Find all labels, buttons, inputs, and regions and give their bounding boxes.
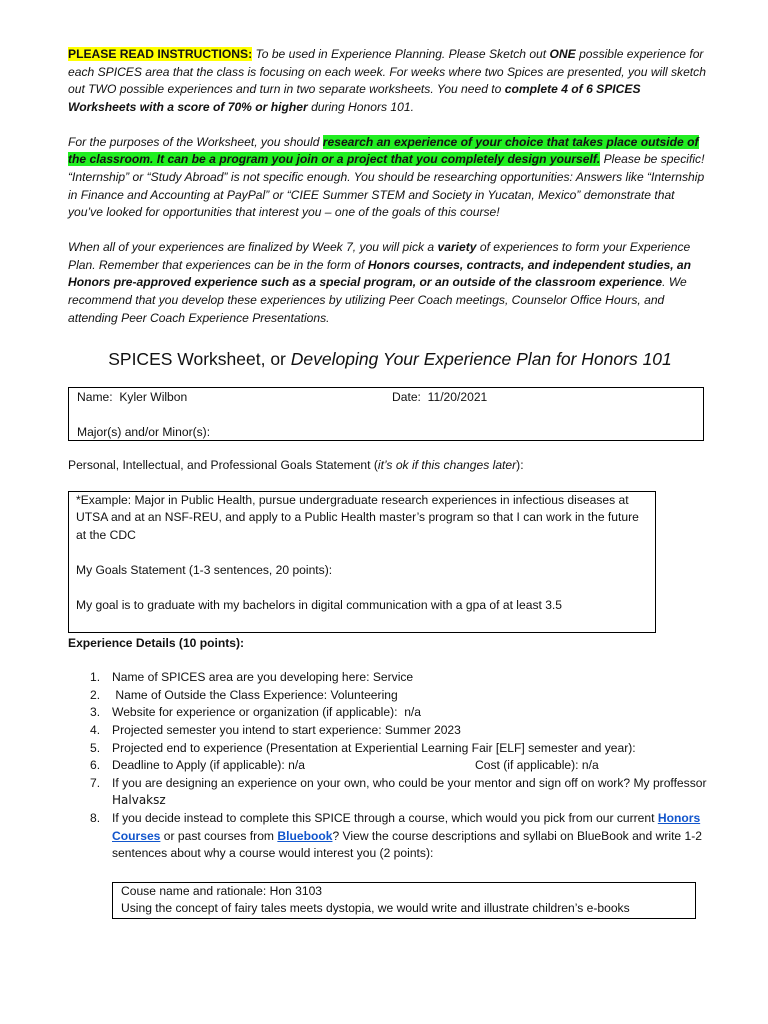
experience-heading: Experience Details (10 points):	[68, 635, 245, 650]
list-item: 2. Name of Outside the Class Experience: Volunteering	[90, 687, 398, 702]
name-label: Name:	[77, 390, 113, 405]
course-rationale: Using the concept of fairy tales meets dystopia, we would write and illustrate children’s e-books	[121, 901, 630, 916]
goals-heading: Personal, Intellectual, and Professional Goals Statement (it’s ok if this changes later):	[68, 458, 524, 473]
goals-statement: My goal is to graduate with my bachelors in digital communication with a gpa of at least 3.5	[76, 598, 563, 613]
highlighted-requirement: research an experience of your choice that takes place outside of the classroom. It can be a program you join or a project that you completely design yourself.	[68, 134, 699, 167]
course-name: Couse name and rationale: Hon 3103	[121, 883, 323, 898]
list-item: 8. If you decide instead to complete this SPICE through a course, which would you pick from our current Honors Courses or past courses from Bluebook? View the course descriptions and syllabi on BlueBook and write 1-2 sentences about why a course would interest you (2 points):	[90, 811, 702, 861]
goals-example: *Example: Major in Public Health, pursue undergraduate research experiences in infectious diseases at UTSA and at an NSF-REU, and apply to a Public Health master’s program so that I can work in the future at the CDC	[76, 492, 639, 542]
list-item: 6. Deadline to Apply (if applicable): n/a Cost (if applicable): n/a	[90, 757, 712, 775]
goals-statement-label: My Goals Statement (1-3 sentences, 20 points):	[76, 563, 333, 578]
major-label: Major(s) and/or Minor(s):	[77, 424, 211, 439]
instructions-paragraph-2: For the purposes of the Worksheet, you should research an experience of your choice that takes place outside of the classroom. It can be a program you join or a project that you completely design yourself. Please be specific! “Internship” or “Study Abroad” is not specific enough. You should be researching opportunities: Answers like “Internship in Finance and Accounting at PayPal” or “CIEE Summer STEM and Society in Yucatan, Mexico” demonstrate that you’ve looked for opportunities that interest you – one of the goals of this course!	[68, 134, 705, 220]
instructions-paragraph-3: When all of your experiences are finalized by Week 7, you will pick a variety of experiences to form your Experience Plan. Remember that experiences can be in the form of Honors courses, contracts, and independent studies, an Honors pre-approved experience such as a special program, or an outside of the classroom experience. We recommend that you develop these experiences by utilizing Peer Coach meetings, Counselor Office Hours, and attending Peer Coach Experience Presentations.	[68, 240, 692, 325]
honors-courses-link[interactable]: Honors Courses	[112, 811, 701, 843]
date-value: 11/20/2021	[427, 390, 488, 405]
date-field	[392, 389, 487, 407]
list-item: 1. Name of SPICES area are you developing here: Service	[90, 670, 414, 685]
experience-details-list	[90, 669, 712, 863]
name-row	[77, 389, 695, 407]
goals-box	[68, 491, 656, 633]
date-label: Date:	[392, 390, 421, 405]
instructions-label: PLEASE READ INSTRUCTIONS:	[68, 47, 253, 61]
list-item: 3. Website for experience or organization (if applicable): n/a	[90, 705, 422, 720]
instructions-paragraph-1: PLEASE READ INSTRUCTIONS: To be used in Experience Planning. Please Sketch out ONE possible experience for each SPICES area that the class is focusing on each week. For weeks where two Spices are presented, you will sketch out TWO possible experiences and turn in two separate worksheets. You need to complete 4 of 6 SPICES Worksheets with a score of 70% or higher during Honors 101.	[68, 47, 706, 114]
name-value: Kyler Wilbon	[119, 390, 188, 405]
list-item: 7. If you are designing an experience on your own, who could be your mentor and sign off on work? My proffessor Halvaksz	[90, 775, 707, 808]
page-title: SPICES Worksheet, or Developing Your Experience Plan for Honors 101	[108, 349, 672, 370]
list-item: 4. Projected semester you intend to start experience: Summer 2023	[90, 723, 461, 738]
list-item: 5. Projected end to experience (Presentation at Experiential Learning Fair [ELF] semester and year):	[90, 740, 636, 755]
mentor-answer: Halvaksz	[112, 793, 166, 808]
student-info-box	[68, 387, 704, 441]
bluebook-link[interactable]: Bluebook	[277, 828, 333, 843]
cost-field: Cost (if applicable): n/a	[475, 758, 599, 773]
course-rationale-box	[112, 882, 696, 919]
